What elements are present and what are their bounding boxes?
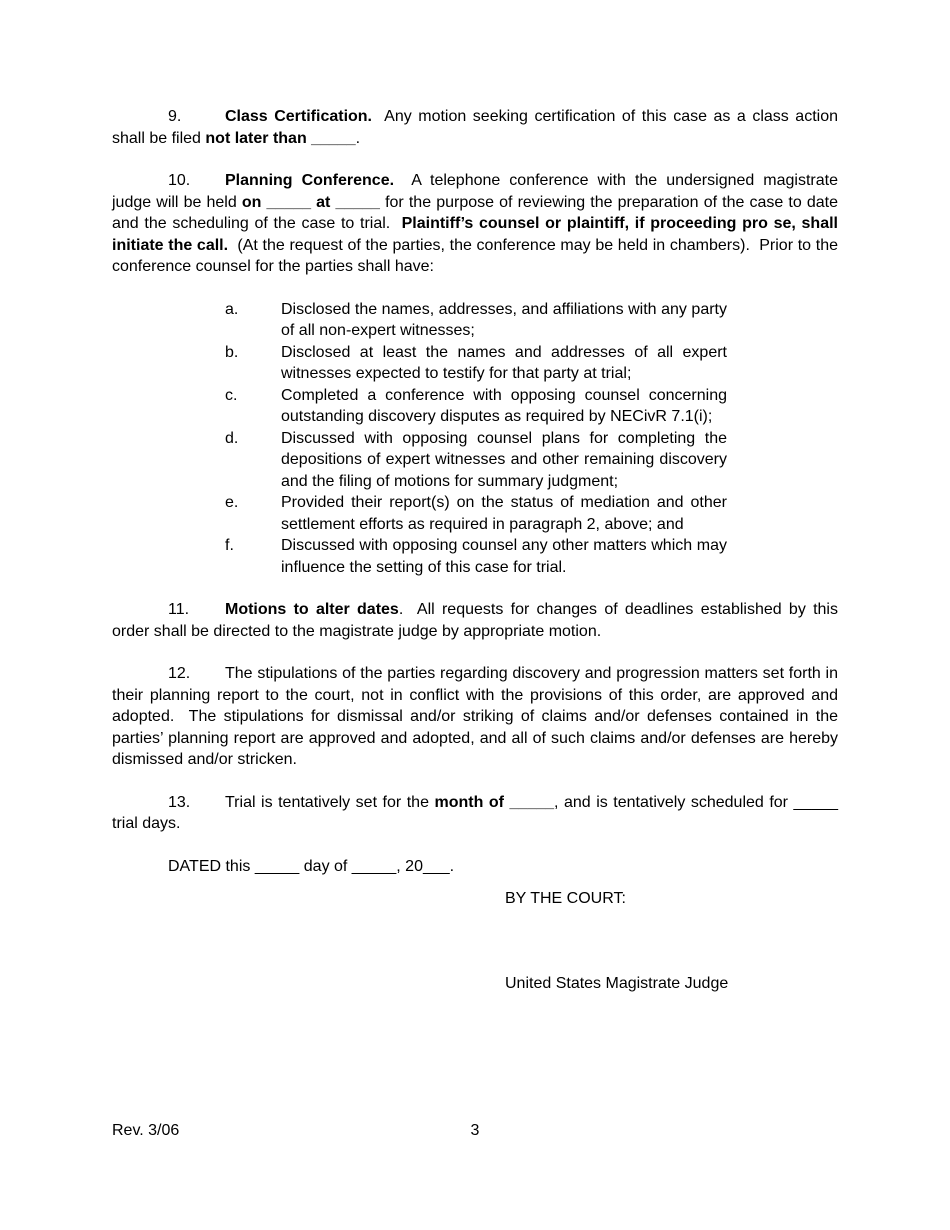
bold-run: on _____ at _____ xyxy=(241,193,380,211)
paragraph-13 xyxy=(112,792,838,835)
text-run: , and is tentatively scheduled for _____ trial days. xyxy=(112,793,839,832)
text-run: Trial is tentatively set for the xyxy=(225,793,435,811)
text-run: A telephone conference with the undersigned magistrate judge will be held xyxy=(112,172,838,211)
list-item-text: Disclosed at least the names and addresses of all expert witnesses expected to testify for that party at trial; xyxy=(281,343,727,382)
paragraph-10 xyxy=(112,170,838,278)
list-item-letter: d. xyxy=(225,429,239,447)
bold-run: Planning Conference. xyxy=(225,172,395,189)
list-item-f xyxy=(225,535,727,578)
list-item-text: Discussed with opposing counsel any other matters which may influence the setting of this case for trial. xyxy=(281,537,727,576)
paragraph-number: 9. xyxy=(168,108,182,125)
paragraph-11 xyxy=(112,599,838,642)
by-the-court-label: BY THE COURT: xyxy=(505,890,626,907)
list-item-text: Disclosed the names, addresses, and affiliations with any party of all non-expert witnesses; xyxy=(281,300,727,339)
signature-title: United States Magistrate Judge xyxy=(505,974,729,992)
list-item-letter: c. xyxy=(225,386,238,404)
text-run: (At the request of the parties, the conference may be held in chambers). Prior to the conference counsel for the parties shall have: xyxy=(112,236,838,275)
paragraph-12 xyxy=(112,663,838,771)
text-run: . xyxy=(355,129,361,147)
bold-run: Plaintiff’s counsel or plaintiff, if proceeding pro se, shall initiate the call. xyxy=(112,215,838,254)
list-item-b xyxy=(225,342,727,385)
list-item-letter: a. xyxy=(225,300,239,318)
list-item-c xyxy=(225,385,727,428)
bold-run: not later than _____ xyxy=(205,129,356,147)
subparagraph-list xyxy=(225,299,727,579)
paragraph-number: 13. xyxy=(168,793,191,811)
text-run: for the purpose of reviewing the preparation of the case to date and the scheduling of the case to trial. xyxy=(112,193,838,232)
text-run: . All requests for changes of deadlines established by this order shall be directed to the magistrate judge by appropriate motion. xyxy=(112,601,838,640)
list-item-text: Provided their report(s) on the status of mediation and other settlement efforts as required in paragraph 2, above; and xyxy=(281,494,727,533)
paragraph-number: 12. xyxy=(168,665,191,682)
list-item-a xyxy=(225,299,727,342)
footer-page-number: 3 xyxy=(470,1122,480,1139)
bold-run: Motions to alter dates xyxy=(225,601,399,618)
list-item-e xyxy=(225,492,727,535)
paragraph-number: 10. xyxy=(168,172,191,189)
text-run: Any motion seeking certification of this case as a class action shall be filed xyxy=(112,108,839,147)
list-item-letter: e. xyxy=(225,494,239,511)
list-item-d xyxy=(225,428,727,493)
footer-revision: Rev. 3/06 xyxy=(112,1122,180,1139)
dated-line: DATED this _____ day of _____, 20___. xyxy=(168,857,455,875)
list-item-text: Completed a conference with opposing counsel concerning outstanding discovery disputes as required by NECivR 7.1(i); xyxy=(281,386,727,425)
bold-run: Class Certification. xyxy=(225,108,373,125)
paragraph-number: 11. xyxy=(168,601,190,618)
bold-run: month of _____ xyxy=(434,793,555,811)
list-item-letter: f. xyxy=(225,537,234,554)
list-item-text: Discussed with opposing counsel plans for completing the depositions of expert witnesses and other remaining discovery and the filing of motions for summary judgment; xyxy=(281,429,727,490)
signature-block xyxy=(505,888,838,994)
list-item-letter: b. xyxy=(225,343,239,361)
paragraph-9 xyxy=(112,106,838,149)
text-run: The stipulations of the parties regarding discovery and progression matters set forth in their planning report to the court, not in conflict with the provisions of this order, are approved and adopted. The stipulations for dismissal and/or striking of claims and/or defenses contained in the parties’ planning report are approved and adopted, and all of such claims and/or defenses are hereby dismissed and/or stricken. xyxy=(112,665,838,768)
